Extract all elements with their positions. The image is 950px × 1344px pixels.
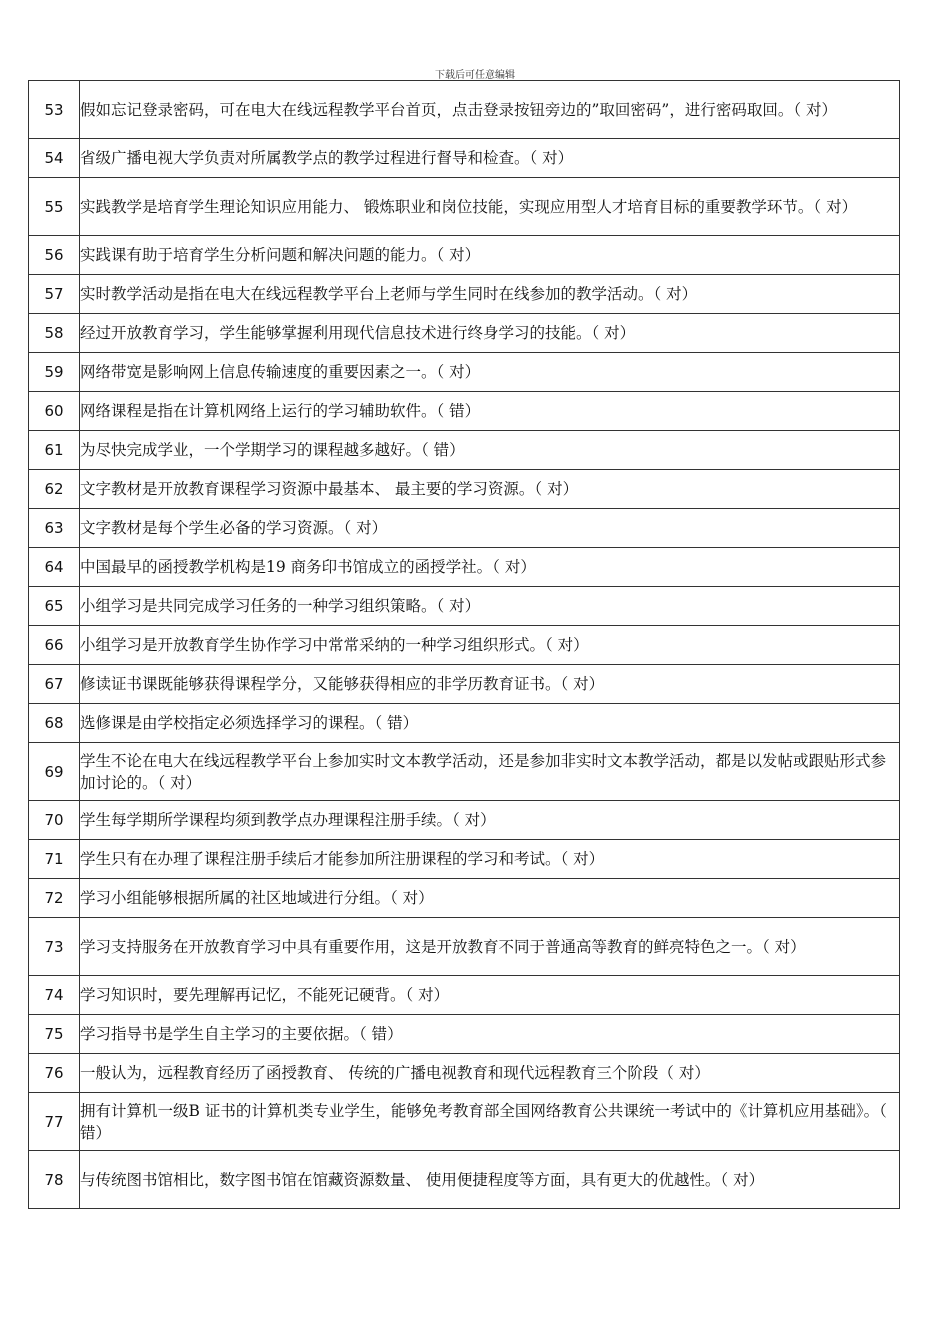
table-row — [29, 918, 900, 976]
table-row — [29, 1054, 900, 1093]
question-number: 75 — [29, 1015, 80, 1054]
question-text: 学生只有在办理了课程注册手续后才能参加所注册课程的学习和考试。（ 对） — [80, 840, 900, 879]
question-text: 实时教学活动是指在电大在线远程教学平台上老师与学生同时在线参加的教学活动。（ 对） — [80, 275, 900, 314]
page-header: 下载后可任意编辑 — [435, 70, 515, 81]
table-row — [29, 976, 900, 1015]
question-number: 58 — [29, 314, 80, 353]
table-row — [29, 81, 900, 139]
question-number: 69 — [29, 743, 80, 801]
question-number: 73 — [29, 918, 80, 976]
question-number: 78 — [29, 1151, 80, 1209]
question-text: 选修课是由学校指定必须选择学习的课程。（ 错） — [80, 704, 900, 743]
question-number: 63 — [29, 509, 80, 548]
question-text: 文字教材是每个学生必备的学习资源。（ 对） — [80, 509, 900, 548]
question-text: 学习知识时，要先理解再记忆，不能死记硬背。（ 对） — [80, 976, 900, 1015]
table-row — [29, 509, 900, 548]
question-text: 网络课程是指在计算机网络上运行的学习辅助软件。（ 错） — [80, 392, 900, 431]
table-row — [29, 431, 900, 470]
table-row — [29, 1015, 900, 1054]
question-text: 中国最早的函授教学机构是19 商务印书馆成立的函授学社。（ 对） — [80, 548, 900, 587]
table-row — [29, 236, 900, 275]
question-text: 假如忘记登录密码，可在电大在线远程教学平台首页，点击登录按钮旁边的”取回密码”，进行密码取回。（ 对） — [80, 81, 900, 139]
question-number: 65 — [29, 587, 80, 626]
question-number: 77 — [29, 1093, 80, 1151]
table-row — [29, 470, 900, 509]
table-row — [29, 548, 900, 587]
question-text: 拥有计算机一级B 证书的计算机类专业学生，能够免考教育部全国网络教育公共课统一考试中的《计算机应用基础》。（ 错） — [80, 1093, 900, 1151]
question-number: 74 — [29, 976, 80, 1015]
question-text: 实践教学是培育学生理论知识应用能力、 锻炼职业和岗位技能，实现应用型人才培育目标的重要教学环节。（ 对） — [80, 178, 900, 236]
table-row — [29, 840, 900, 879]
table-row — [29, 801, 900, 840]
table-row — [29, 1151, 900, 1209]
question-number: 62 — [29, 470, 80, 509]
question-number: 67 — [29, 665, 80, 704]
table-row — [29, 587, 900, 626]
table-row — [29, 743, 900, 801]
question-text: 学习支持服务在开放教育学习中具有重要作用，这是开放教育不同于普通高等教育的鲜亮特色之一。（ 对） — [80, 918, 900, 976]
table-row — [29, 879, 900, 918]
question-text: 实践课有助于培育学生分析问题和解决问题的能力。（ 对） — [80, 236, 900, 275]
question-number: 57 — [29, 275, 80, 314]
question-table — [28, 80, 900, 1209]
table-row — [29, 275, 900, 314]
question-text: 为尽快完成学业，一个学期学习的课程越多越好。（ 错） — [80, 431, 900, 470]
table-row — [29, 178, 900, 236]
table-row — [29, 665, 900, 704]
question-number: 71 — [29, 840, 80, 879]
question-number: 70 — [29, 801, 80, 840]
question-number: 68 — [29, 704, 80, 743]
question-text: 经过开放教育学习，学生能够掌握利用现代信息技术进行终身学习的技能。（ 对） — [80, 314, 900, 353]
question-text: 省级广播电视大学负责对所属教学点的教学过程进行督导和检查。（ 对） — [80, 139, 900, 178]
question-text: 文字教材是开放教育课程学习资源中最基本、 最主要的学习资源。（ 对） — [80, 470, 900, 509]
question-number: 60 — [29, 392, 80, 431]
question-text: 小组学习是开放教育学生协作学习中常常采纳的一种学习组织形式。（ 对） — [80, 626, 900, 665]
question-number: 72 — [29, 879, 80, 918]
table-row — [29, 139, 900, 178]
question-text: 学生不论在电大在线远程教学平台上参加实时文本教学活动，还是参加非实时文本教学活动，都是以发帖或跟贴形式参加讨论的。（ 对） — [80, 743, 900, 801]
question-text: 学生每学期所学课程均须到教学点办理课程注册手续。（ 对） — [80, 801, 900, 840]
question-number: 55 — [29, 178, 80, 236]
question-number: 54 — [29, 139, 80, 178]
question-text: 修读证书课既能够获得课程学分，又能够获得相应的非学历教育证书。（ 对） — [80, 665, 900, 704]
question-text: 与传统图书馆相比，数字图书馆在馆藏资源数量、 使用便捷程度等方面，具有更大的优越性。（ 对） — [80, 1151, 900, 1209]
question-text: 网络带宽是影响网上信息传输速度的重要因素之一。（ 对） — [80, 353, 900, 392]
question-number: 61 — [29, 431, 80, 470]
question-number: 56 — [29, 236, 80, 275]
question-number: 59 — [29, 353, 80, 392]
table-row — [29, 314, 900, 353]
question-text: 一般认为，远程教育经历了函授教育、 传统的广播电视教育和现代远程教育三个阶段（ 对） — [80, 1054, 900, 1093]
table-row — [29, 353, 900, 392]
question-number: 64 — [29, 548, 80, 587]
table-row — [29, 626, 900, 665]
question-text: 学习小组能够根据所属的社区地域进行分组。（ 对） — [80, 879, 900, 918]
question-number: 53 — [29, 81, 80, 139]
question-number: 66 — [29, 626, 80, 665]
question-text: 学习指导书是学生自主学习的主要依据。（ 错） — [80, 1015, 900, 1054]
question-number: 76 — [29, 1054, 80, 1093]
question-text: 小组学习是共同完成学习任务的一种学习组织策略。（ 对） — [80, 587, 900, 626]
table-row — [29, 1093, 900, 1151]
table-row — [29, 392, 900, 431]
table-row — [29, 704, 900, 743]
